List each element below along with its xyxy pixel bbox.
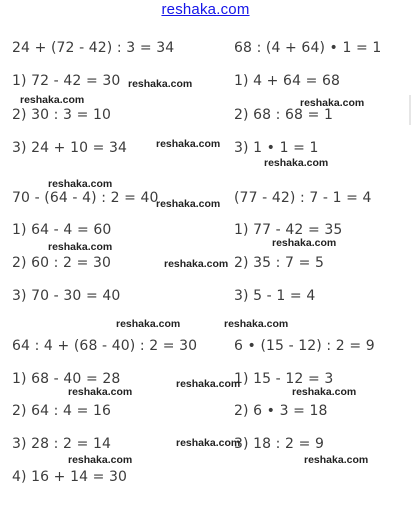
watermark: reshaka.com [68, 386, 133, 398]
task-5-step-4: 4) 16 + 14 = 30 [12, 469, 128, 485]
task-2-expression: 68 : (4 + 64) • 1 = 1 [234, 40, 382, 56]
task-5-step-2: 2) 64 : 4 = 16 [12, 403, 112, 419]
watermark: reshaka.com [164, 258, 229, 270]
watermark: reshaka.com [156, 198, 221, 210]
watermark: reshaka.com [156, 138, 221, 150]
task-4-step-3: 3) 5 - 1 = 4 [234, 288, 316, 304]
site-title-link[interactable]: reshaka.com [161, 1, 250, 18]
task-6-step-1: 1) 15 - 12 = 3 [234, 371, 334, 387]
watermark: reshaka.com [272, 237, 337, 249]
task-2-step-3: 3) 1 • 1 = 1 [234, 140, 319, 156]
watermark: reshaka.com [128, 78, 193, 90]
watermark: reshaka.com [48, 241, 113, 253]
task-6-step-2: 2) 6 • 3 = 18 [234, 403, 328, 419]
watermark: reshaka.com [264, 157, 329, 169]
watermark: reshaka.com [304, 454, 369, 466]
task-4-expression: (77 - 42) : 7 - 1 = 4 [234, 190, 372, 206]
task-1-step-3: 3) 24 + 10 = 34 [12, 140, 128, 156]
task-3-step-3: 3) 70 - 30 = 40 [12, 288, 121, 304]
task-4-step-1: 1) 77 - 42 = 35 [234, 222, 343, 238]
task-3-step-2: 2) 60 : 2 = 30 [12, 255, 112, 271]
task-1-step-1: 1) 72 - 42 = 30 [12, 73, 121, 89]
task-6-step-3: 3) 18 : 2 = 9 [234, 436, 324, 452]
watermark: reshaka.com [224, 318, 289, 330]
watermark: reshaka.com [176, 437, 241, 449]
task-5-step-1: 1) 68 - 40 = 28 [12, 371, 121, 387]
watermark: reshaka.com [20, 94, 85, 106]
task-4-step-2: 2) 35 : 7 = 5 [234, 255, 324, 271]
watermark: reshaka.com [176, 378, 241, 390]
task-5-step-3: 3) 28 : 2 = 14 [12, 436, 112, 452]
watermark: reshaka.com [292, 386, 357, 398]
task-2-step-2: 2) 68 : 68 = 1 [234, 107, 334, 123]
watermark: reshaka.com [300, 97, 365, 109]
task-3-step-1: 1) 64 - 4 = 60 [12, 222, 112, 238]
task-1-step-2: 2) 30 : 3 = 10 [12, 107, 112, 123]
watermark: reshaka.com [48, 178, 113, 190]
watermark: reshaka.com [68, 454, 133, 466]
task-5-expression: 64 : 4 + (68 - 40) : 2 = 30 [12, 338, 198, 354]
task-3-expression: 70 - (64 - 4) : 2 = 40 [12, 190, 159, 206]
task-6-expression: 6 • (15 - 12) : 2 = 9 [234, 338, 375, 354]
watermark: reshaka.com [116, 318, 181, 330]
task-2-step-1: 1) 4 + 64 = 68 [234, 73, 341, 89]
task-1-expression: 24 + (72 - 42) : 3 = 34 [12, 40, 175, 56]
